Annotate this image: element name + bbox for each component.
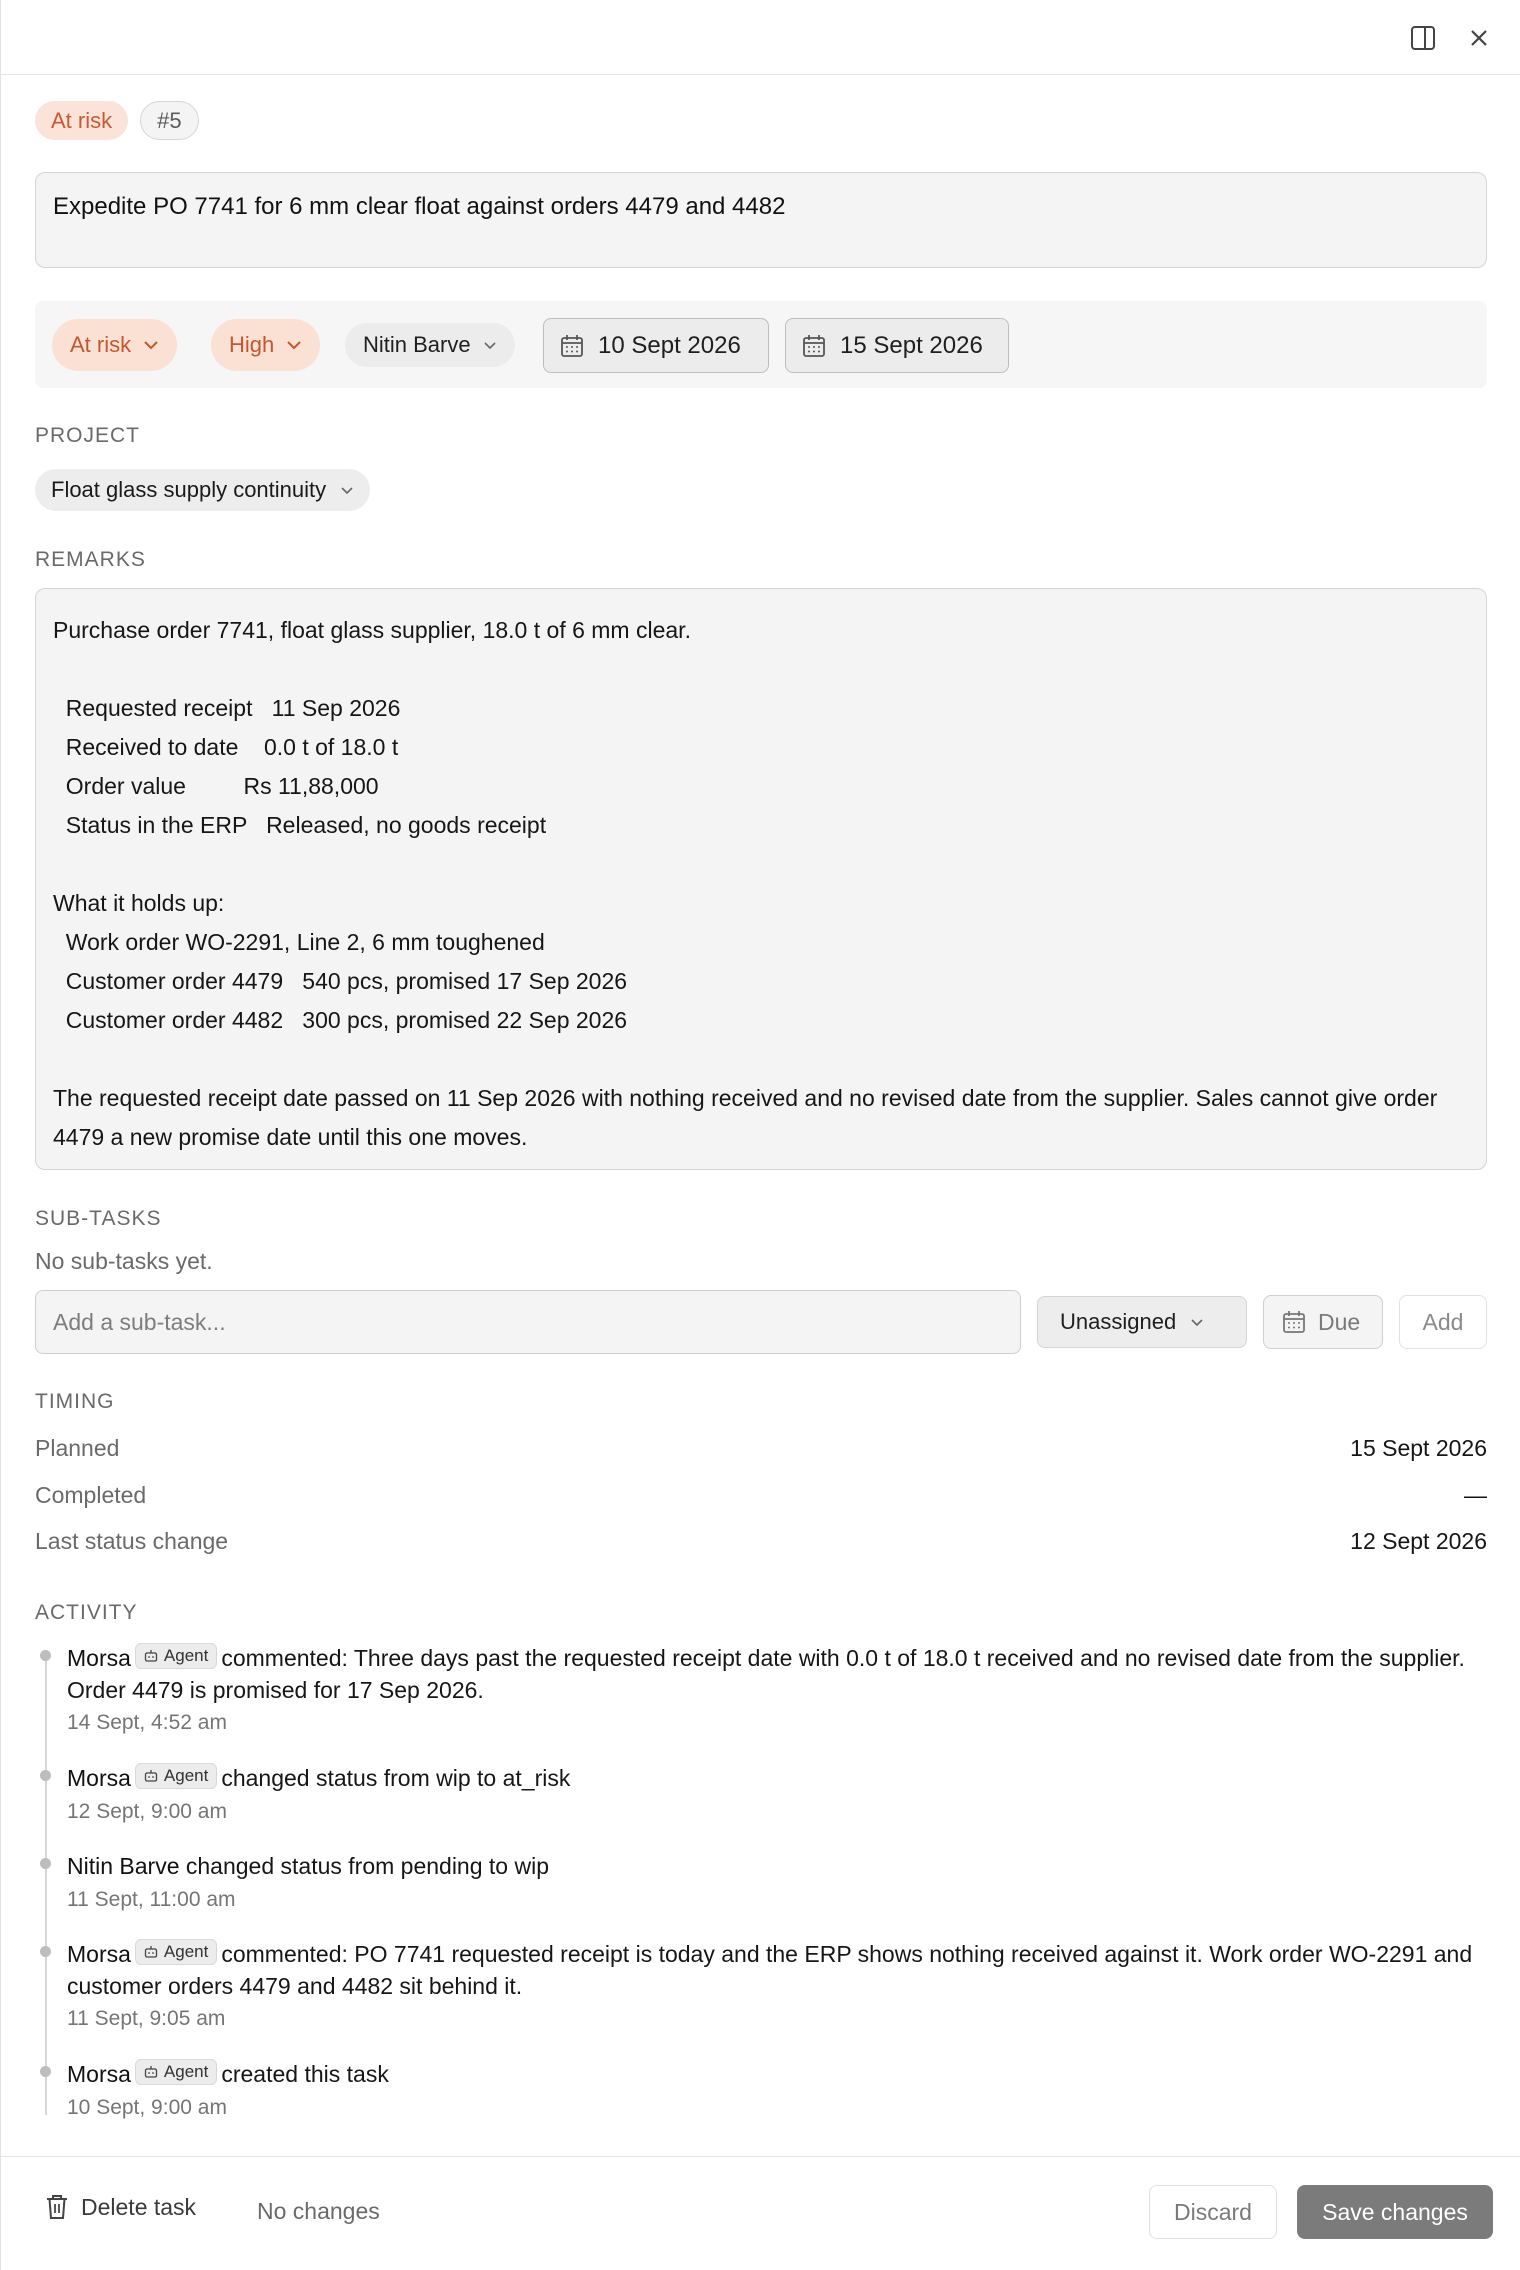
activity-message: changed status from wip to at_risk (221, 1765, 571, 1791)
save-changes-button[interactable]: Save changes (1297, 2185, 1493, 2239)
close-icon[interactable] (1463, 22, 1495, 54)
activity-message: commented: Three days past the requested receipt date with 0.0 t of 18.0 t received and no revised date from the supplier. Order 4479 is promised for 17 Sep 2026. (67, 1645, 1465, 1703)
add-subtask-input[interactable] (35, 1290, 1021, 1354)
task-title-field[interactable] (35, 172, 1487, 268)
activity-message: changed status from pending to wip (185, 1853, 549, 1879)
activity-author: Morsa (67, 1645, 131, 1671)
owner-dropdown-label: Nitin Barve (363, 332, 471, 357)
activity-timestamp: 11 Sept, 11:00 am (67, 1888, 236, 1911)
activity-timestamp: 10 Sept, 9:00 am (67, 2096, 227, 2119)
project-label: PROJECT (35, 424, 141, 447)
timing-key: Completed (35, 1481, 147, 1508)
activity-author: Morsa (67, 1941, 131, 1967)
chevron-down-icon (1190, 1318, 1204, 1327)
activity-timeline (45, 1653, 47, 2115)
timing-key: Last status change (35, 1527, 229, 1554)
chevron-down-icon (143, 340, 159, 350)
remarks-field[interactable] (35, 588, 1487, 1170)
calendar-icon (1282, 1310, 1306, 1334)
robot-icon (144, 2065, 158, 2079)
project-dropdown[interactable] (35, 469, 370, 511)
activity-message: created this task (221, 2061, 389, 2087)
remarks-line: Received to date 0.0 t of 18.0 t (53, 734, 399, 760)
activity-timestamp: 11 Sept, 9:05 am (67, 2007, 226, 2030)
timing-value: 12 Sept 2026 (1350, 1527, 1487, 1554)
discard-button[interactable]: Discard (1149, 2185, 1277, 2239)
calendar-icon (560, 334, 584, 358)
activity-author: Nitin Barve (67, 1853, 180, 1879)
task-badges (35, 101, 199, 140)
activity-message: commented: PO 7741 requested receipt is today and the ERP shows nothing received against it. Work order WO-2291 and customer orders 4479 and 4482 sit behind it. (67, 1941, 1473, 1999)
task-number-badge: #5 (140, 101, 198, 140)
add-subtask-button[interactable]: Add (1399, 1295, 1487, 1349)
priority-dropdown[interactable] (211, 319, 320, 371)
due-date-value: 15 Sept 2026 (840, 331, 983, 359)
agent-tag (135, 1763, 217, 1789)
timeline-dot (40, 1858, 51, 1869)
timeline-dot (40, 1770, 51, 1781)
start-date-button[interactable] (543, 318, 769, 373)
activity-timestamp: 14 Sept, 4:52 am (67, 1711, 227, 1734)
status-badge: At risk (35, 101, 128, 140)
timing-key: Planned (35, 1434, 120, 1461)
subtask-due-label: Due (1318, 1308, 1361, 1335)
priority-dropdown-label: High (229, 332, 275, 357)
calendar-icon (802, 334, 826, 358)
activity-text (67, 1850, 1487, 1882)
timeline-dot (40, 1650, 51, 1661)
status-dropdown-label: At risk (70, 332, 132, 357)
panel-footer (1, 2156, 1520, 2270)
remarks-line: The requested receipt date passed on 11 Sep 2026 with nothing received and no revised date from the supplier. Sales cannot give order 4479 a new promise date until this one moves. (53, 1085, 1438, 1150)
agent-tag-label: Agent (163, 1646, 209, 1665)
subtasks-label: SUB-TASKS (35, 1207, 162, 1230)
agent-tag (135, 1939, 217, 1965)
activity-text (67, 1938, 1487, 2002)
remarks-line: Customer order 4479 540 pcs, promised 17 Sep 2026 (53, 968, 628, 994)
delete-task-label: Delete task (81, 2193, 197, 2220)
timing-value: 15 Sept 2026 (1350, 1434, 1487, 1461)
timing-label: TIMING (35, 1390, 115, 1413)
properties-bar (35, 301, 1487, 388)
trash-icon (45, 2193, 69, 2221)
robot-icon (144, 1649, 158, 1663)
remarks-label: REMARKS (35, 548, 146, 571)
remarks-line: Order value Rs 11,88,000 (53, 773, 379, 799)
delete-task-button[interactable] (45, 2193, 196, 2221)
remarks-line: Work order WO-2291, Line 2, 6 mm toughened (53, 929, 545, 955)
chevron-down-icon (340, 486, 354, 495)
subtask-assignee-label: Unassigned (1060, 1309, 1177, 1334)
remarks-line: What it holds up: (53, 890, 225, 916)
remarks-line: Customer order 4482 300 pcs, promised 22 Sep 2026 (53, 1007, 628, 1033)
activity-timestamp: 12 Sept, 9:00 am (67, 1800, 227, 1823)
task-title-text: Expedite PO 7741 for 6 mm clear float against orders 4479 and 4482 (53, 193, 786, 220)
timeline-dot (40, 1946, 51, 1957)
remarks-line: Status in the ERP Released, no goods receipt (53, 812, 547, 838)
activity-text (67, 1762, 1487, 1794)
robot-icon (144, 1945, 158, 1959)
remarks-blank-line (53, 845, 1469, 884)
robot-icon (144, 1769, 158, 1783)
activity-author: Morsa (67, 1765, 131, 1791)
activity-text (67, 2058, 1487, 2090)
start-date-value: 10 Sept 2026 (598, 331, 741, 359)
change-status-text: No changes (257, 2198, 380, 2224)
subtasks-empty-note: No sub-tasks yet. (35, 1248, 213, 1274)
remarks-blank-line (53, 1040, 1469, 1079)
agent-tag (135, 2059, 217, 2085)
agent-tag (135, 1643, 217, 1669)
chevron-down-icon (483, 341, 497, 350)
timing-row-completed (35, 1477, 1487, 1513)
remarks-blank-line (53, 650, 1469, 689)
timing-row-last-status-change (35, 1523, 1487, 1559)
due-date-button[interactable] (785, 318, 1009, 373)
remarks-line: Purchase order 7741, float glass supplier, 18.0 t of 6 mm clear. (53, 617, 691, 643)
split-view-icon[interactable] (1407, 22, 1439, 54)
activity-author: Morsa (67, 2061, 131, 2087)
status-dropdown[interactable] (52, 319, 177, 371)
agent-tag-label: Agent (163, 1942, 209, 1961)
timeline-dot (40, 2066, 51, 2077)
activity-label: ACTIVITY (35, 1601, 138, 1624)
agent-tag-label: Agent (163, 1766, 209, 1785)
agent-tag-label: Agent (163, 2062, 209, 2081)
subtask-due-button[interactable] (1263, 1295, 1383, 1349)
timing-row-planned (35, 1430, 1487, 1466)
subtask-assignee-dropdown[interactable] (1037, 1296, 1247, 1348)
activity-text (67, 1642, 1487, 1706)
timing-value: — (1464, 1481, 1487, 1508)
project-dropdown-label: Float glass supply continuity (51, 477, 327, 502)
chevron-down-icon (286, 340, 302, 350)
remarks-line: Requested receipt 11 Sep 2026 (53, 695, 401, 721)
panel-header (1, 0, 1520, 75)
owner-dropdown[interactable] (345, 323, 515, 367)
